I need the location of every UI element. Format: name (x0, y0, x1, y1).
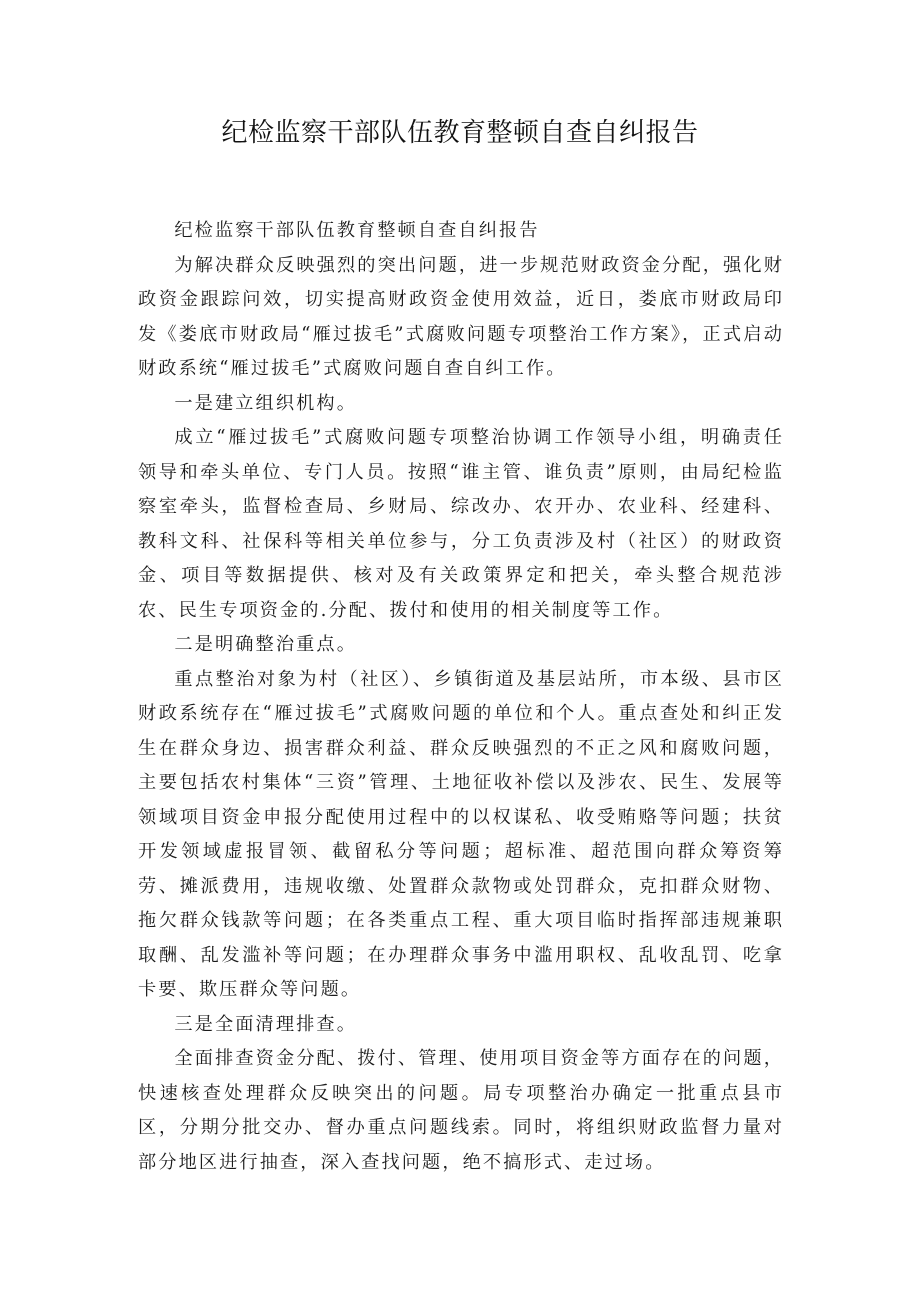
document-title: 纪检监察干部队伍教育整顿自查自纠报告 (221, 118, 699, 148)
section-heading-3: 三是全面清理排查。 (174, 1013, 357, 1035)
paragraph-section-2: 重点整治对象为村（社区）、乡镇街道及基层站所，市本级、县市区财政系统存在“雁过拔毛”式腐败问题的单位和个人。重点查处和纠正发生在群众身边、损害群众利益、群众反映强烈的不正之风和腐败问题，主要包括农村集体“三资”管理、土地征收补偿以及涉农、民生、发展等领域项目资金申报分配使用过程中的以权谋私、收受贿赂等问题；扶贫开发领域虚报冒领、截留私分等问题；超标准、超范围向群众筹资筹劳、摊派费用，违规收缴、处置群众款物或处罚群众，克扣群众财物、拖欠群众钱款等问题；在各类重点工程、重大项目临时指挥部违规兼职取酬、乱发滥补等问题；在办理群众事务中滥用职权、乱收乱罚、吃拿卡要、欺压群众等问题。 (138, 668, 784, 1000)
document-body (138, 214, 784, 1180)
paragraph-section-3: 全面排查资金分配、拨付、管理、使用项目资金等方面存在的问题，快速核查处理群众反映突出的问题。局专项整治办确定一批重点县市区，分期分批交办、督办重点问题线索。同时，将组织财政监督力量对部分地区进行抽查，深入查找问题，绝不搞形式、走过场。 (138, 1048, 784, 1173)
paragraph-intro: 为解决群众反映强烈的突出问题，进一步规范财政资金分配，强化财政资金跟踪问效，切实提高财政资金使用效益，近日，娄底市财政局印发《娄底市财政局“雁过拔毛”式腐败问题专项整治工作方案》，正式启动财政系统“雁过拔毛”式腐败问题自查自纠工作。 (138, 254, 784, 379)
paragraph-section-1: 成立“雁过拔毛”式腐败问题专项整治协调工作领导小组，明确责任领导和牵头单位、专门人员。按照“谁主管、谁负责”原则，由局纪检监察室牵头，监督检查局、乡财局、综改办、农开办、农业科、经建科、教科文科、社保科等相关单位参与，分工负责涉及村（社区）的财政资金、项目等数据提供、核对及有关政策界定和把关，牵头整合规范涉农、民生专项资金的.分配、拨付和使用的相关制度等工作。 (138, 427, 784, 621)
section-heading-1: 一是建立组织机构。 (174, 392, 357, 414)
section-heading-2: 二是明确整治重点。 (174, 634, 357, 655)
paragraph-subtitle: 纪检监察干部队伍教育整顿自查自纠报告 (174, 220, 540, 241)
